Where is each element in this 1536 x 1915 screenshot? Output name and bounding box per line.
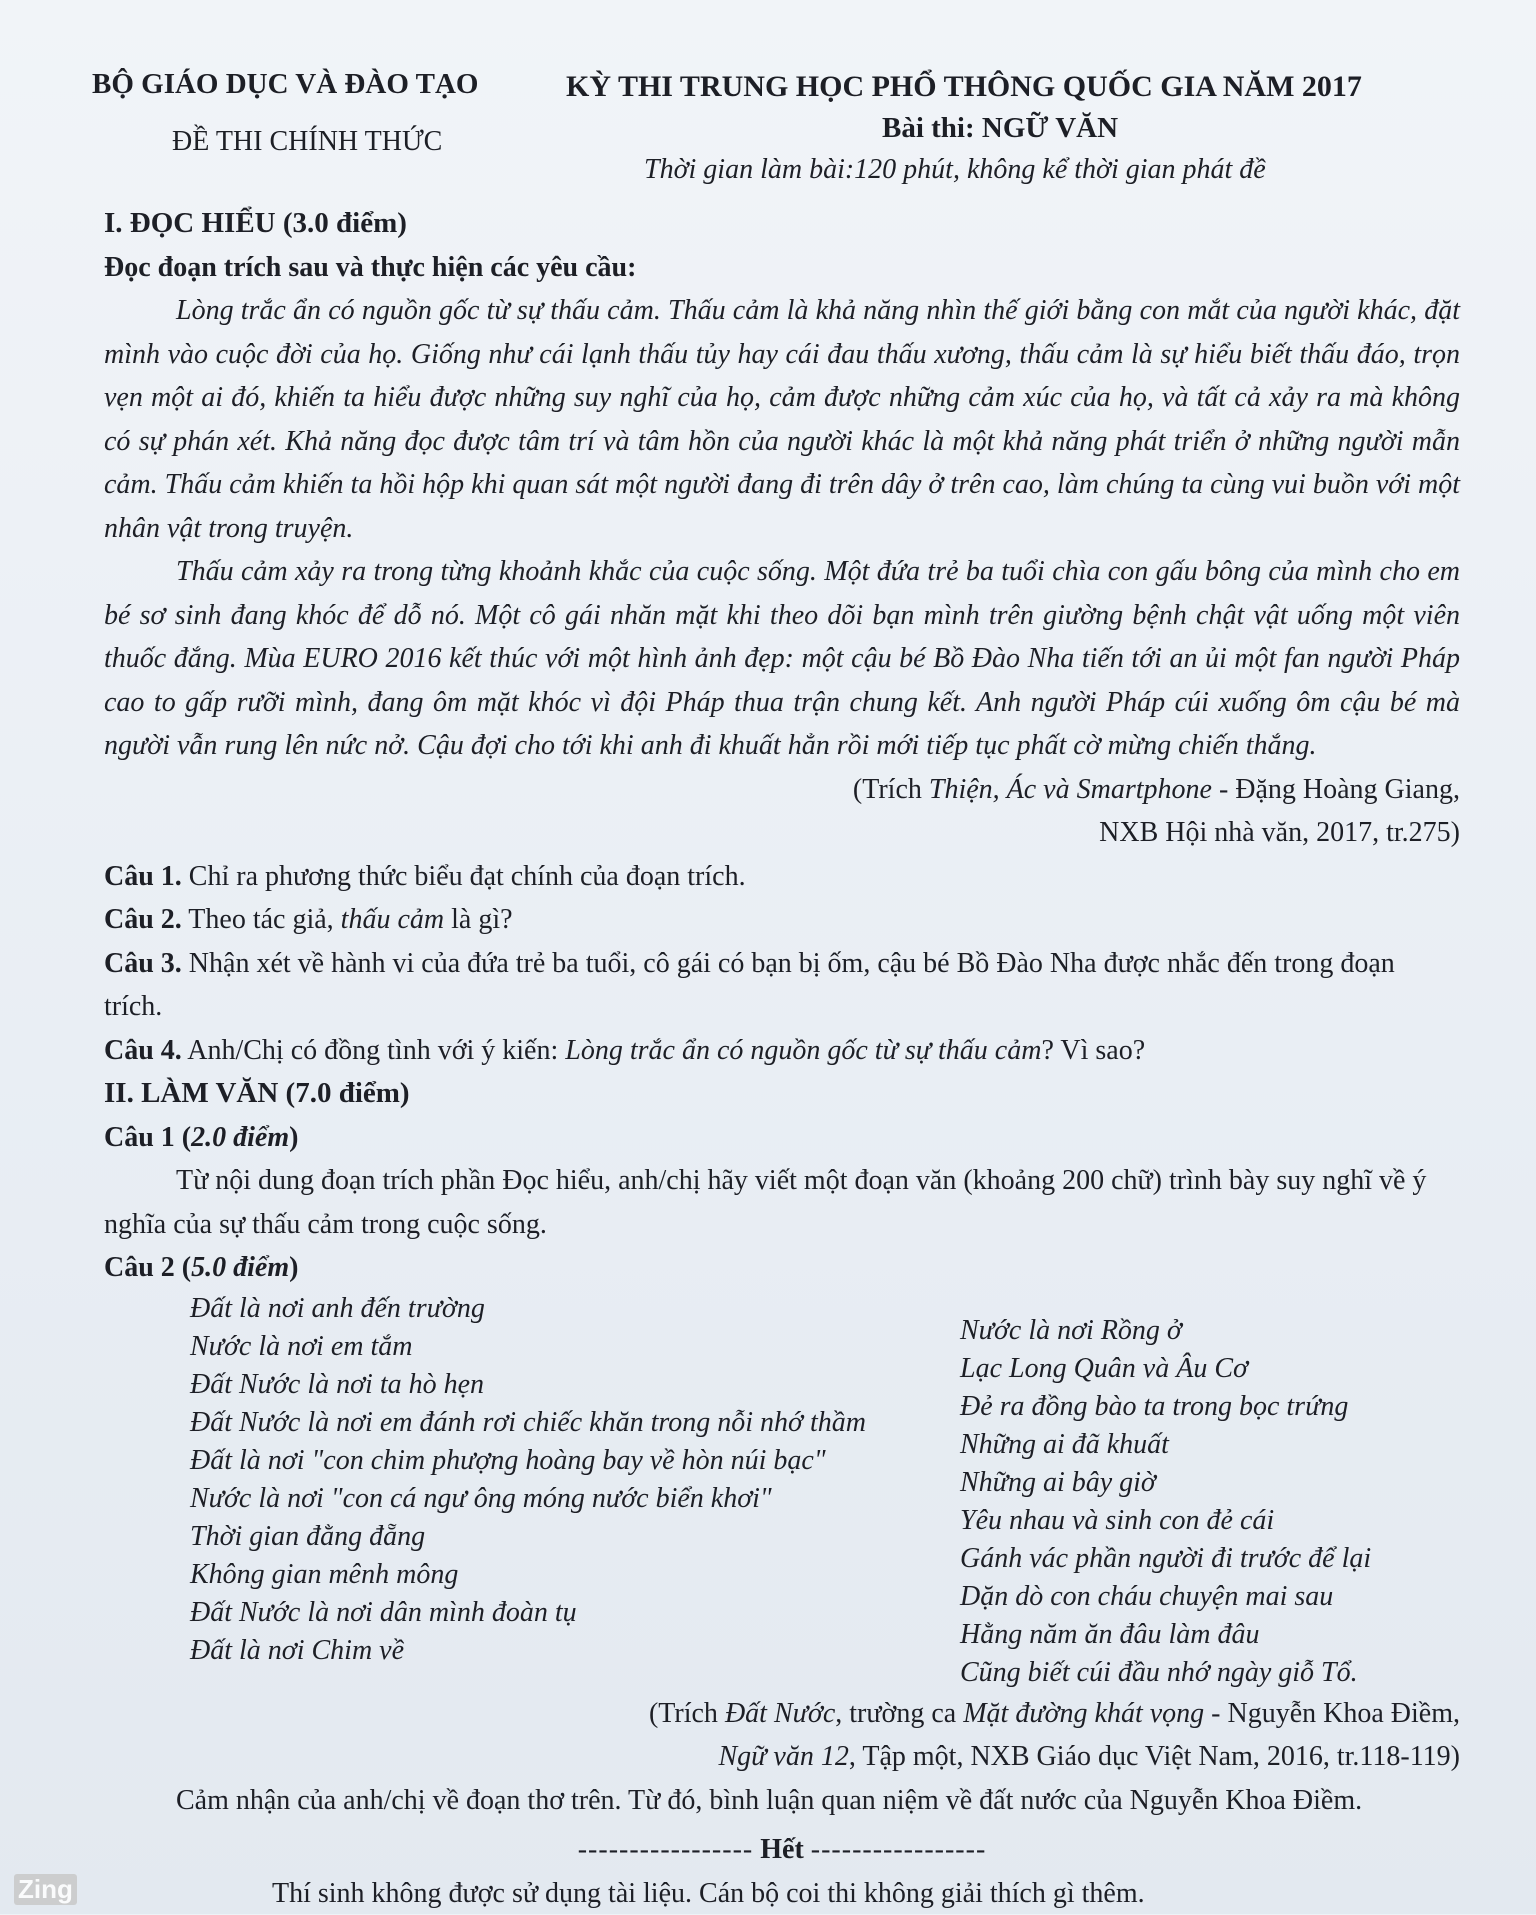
q1-close: ) — [289, 1122, 298, 1153]
poem-source-book: Ngữ văn 12 — [718, 1741, 848, 1772]
poem-line: Không gian mênh mông — [190, 1556, 960, 1594]
poem-line: Gánh vác phần người đi trước để lại — [960, 1540, 1460, 1578]
poem-line: Nước là nơi Rồng ở — [960, 1312, 1460, 1350]
essay-question-2-text: Cảm nhận của anh/chị về đoạn thơ trên. Từ đó, bình luận quan niệm về đất nước của Nguyễn Khoa Điềm. — [104, 1779, 1460, 1823]
poem-line: Đất Nước là nơi em đánh rơi chiếc khăn trong nỗi nhớ thầm — [190, 1404, 960, 1442]
question-text: Anh/Chị có đồng tình với ý kiến: — [182, 1035, 565, 1066]
poem-source-line-2 — [104, 1735, 1460, 1779]
subject-title: Bài thi: NGỮ VĂN — [882, 112, 1118, 145]
poem-line: Đất là nơi Chim về — [190, 1632, 960, 1670]
poem-right-column — [960, 1290, 1460, 1692]
poem-source-prefix: (Trích — [649, 1698, 725, 1729]
exam-content — [104, 202, 1460, 1915]
time-limit: Thời gian làm bài:120 phút, không kể thời gian phát đề — [644, 154, 1266, 186]
section-2-title: II. LÀM VĂN (7.0 điểm) — [104, 1072, 1460, 1116]
q2-label: Câu 2 ( — [104, 1252, 191, 1283]
official-exam-label: ĐỀ THI CHÍNH THỨC — [172, 126, 442, 158]
poem-line: Đất Nước là nơi dân mình đoàn tụ — [190, 1594, 960, 1632]
essay-question-1-heading — [104, 1116, 1460, 1160]
poem-line: Những ai bây giờ — [960, 1464, 1460, 1502]
poem-line: Đất là nơi anh đến trường — [190, 1290, 960, 1328]
section-1-title: I. ĐỌC HIỂU (3.0 điểm) — [104, 202, 1460, 246]
poem-line: Dặn dò con cháu chuyện mai sau — [960, 1578, 1460, 1616]
source-prefix: (Trích — [853, 774, 929, 805]
q1-points: 2.0 điểm — [191, 1122, 289, 1153]
question-2 — [104, 898, 1460, 942]
poem-line: Yêu nhau và sinh con đẻ cái — [960, 1502, 1460, 1540]
source-title: Thiện, Ác và Smartphone — [929, 774, 1212, 805]
poem-source-author: - Nguyễn Khoa Điềm, — [1204, 1698, 1460, 1729]
question-text-after: ? Vì sao? — [1041, 1035, 1145, 1066]
poem-source-publisher: , Tập một, NXB Giáo dục Việt Nam, 2016, tr.118-119) — [849, 1741, 1460, 1772]
end-label: Hết — [760, 1834, 804, 1865]
exam-header — [0, 68, 1536, 198]
question-label: Câu 3. — [104, 948, 182, 979]
passage-source-line-2: NXB Hội nhà văn, 2017, tr.275) — [104, 811, 1460, 855]
question-text: Theo tác giả, — [182, 904, 341, 935]
passage-paragraph-1: Lòng trắc ẩn có nguồn gốc từ sự thấu cảm. Thấu cảm là khả năng nhìn thế giới bằng con mắt của người khác, đặt mình vào cuộc đời của họ. Giống như cái lạnh thấu tủy hay cái đau thấu xương, thấu cảm là sự hiểu biết thấu đáo, trọn vẹn một ai đó, khiến ta hiểu được những suy nghĩ của họ, cảm được những cảm xúc của họ, và tất cả xảy ra mà không có sự phán xét. Khả năng đọc được tâm trí và tâm hồn của người khác là một khả năng phát triển ở những người mẫn cảm. Thấu cảm khiến ta hồi hộp khi quan sát một người đang đi trên dây ở trên cao, làm chúng ta cùng vui buồn với một nhân vật trong truyện. — [104, 289, 1460, 550]
end-dashes-right: ----------------- — [811, 1834, 987, 1865]
essay-question-2-heading — [104, 1246, 1460, 1290]
question-italic: Lòng trắc ẩn có nguồn gốc từ sự thấu cảm — [565, 1035, 1041, 1066]
poem-line: Cũng biết cúi đầu nhớ ngày giỗ Tổ. — [960, 1654, 1460, 1692]
question-label: Câu 2. — [104, 904, 182, 935]
end-marker — [104, 1828, 1460, 1872]
poem-source-title: Đất Nước — [725, 1698, 835, 1729]
passage-source — [104, 768, 1460, 812]
poem-line: Thời gian đằng đẵng — [190, 1518, 960, 1556]
q1-label: Câu 1 ( — [104, 1122, 191, 1153]
poem-left-column — [190, 1290, 960, 1692]
essay-question-1-text: Từ nội dung đoạn trích phần Đọc hiểu, anh/chị hãy viết một đoạn văn (khoảng 200 chữ) trình bày suy nghĩ về ý nghĩa của sự thấu cảm trong cuộc sống. — [104, 1159, 1460, 1246]
candidate-note: Thí sinh không được sử dụng tài liệu. Cán bộ coi thi không giải thích gì thêm. — [272, 1872, 1460, 1915]
exam-title: KỲ THI TRUNG HỌC PHỔ THÔNG QUỐC GIA NĂM 2017 — [566, 70, 1362, 104]
q2-close: ) — [289, 1252, 298, 1283]
question-text: Nhận xét về hành vi của đứa trẻ ba tuổi, cô gái có bạn bị ốm, cậu bé Bồ Đào Nha được nhắc đến trong đoạn trích. — [104, 948, 1395, 1023]
question-1 — [104, 855, 1460, 899]
poem-line: Lạc Long Quân và Âu Cơ — [960, 1350, 1460, 1388]
source-author: - Đặng Hoàng Giang, — [1212, 774, 1460, 805]
poem-source — [104, 1692, 1460, 1736]
poem-excerpt — [190, 1290, 1460, 1692]
poem-line: Những ai đã khuất — [960, 1426, 1460, 1464]
question-label: Câu 4. — [104, 1035, 182, 1066]
question-italic: thấu cảm — [341, 904, 444, 935]
question-text-after: là gì? — [444, 904, 512, 935]
end-dashes-left: ----------------- — [578, 1834, 754, 1865]
poem-source-mid: , trường ca — [835, 1698, 963, 1729]
q2-points: 5.0 điểm — [191, 1252, 289, 1283]
question-3 — [104, 942, 1460, 1029]
question-4 — [104, 1029, 1460, 1073]
passage-paragraph-2: Thấu cảm xảy ra trong từng khoảnh khắc của cuộc sống. Một đứa trẻ ba tuổi chìa con gấu bông của mình cho em bé sơ sinh đang khóc để dỗ nó. Một cô gái nhăn mặt khi theo dõi bạn mình trên giường bệnh chật vật uống một viên thuốc đắng. Mùa EURO 2016 kết thúc với một hình ảnh đẹp: một cậu bé Bồ Đào Nha tiến tới an ủi một fan người Pháp cao to gấp rưỡi mình, đang ôm mặt khóc vì đội Pháp thua trận chung kết. Anh người Pháp cúi xuống ôm cậu bé mà người vẫn rung lên nức nở. Cậu đợi cho tới khi anh đi khuất hẳn rồi mới tiếp tục phất cờ mừng chiến thắng. — [104, 550, 1460, 768]
question-label: Câu 1. — [104, 861, 182, 892]
section-1-instruction: Đọc đoạn trích sau và thực hiện các yêu cầu: — [104, 246, 1460, 290]
poem-line: Nước là nơi "con cá ngư ông móng nước biển khơi" — [190, 1480, 960, 1518]
poem-line: Nước là nơi em tắm — [190, 1328, 960, 1366]
question-text: Chỉ ra phương thức biểu đạt chính của đoạn trích. — [182, 861, 746, 892]
poem-line: Hằng năm ăn đâu làm đâu — [960, 1616, 1460, 1654]
zing-watermark-logo: Zing — [14, 1874, 77, 1905]
poem-line: Đất Nước là nơi ta hò hẹn — [190, 1366, 960, 1404]
ministry-title: BỘ GIÁO DỤC VÀ ĐÀO TẠO — [92, 68, 478, 101]
poem-line: Đất là nơi "con chim phượng hoàng bay về hòn núi bạc" — [190, 1442, 960, 1480]
poem-source-work: Mặt đường khát vọng — [963, 1698, 1204, 1729]
poem-line: Đẻ ra đồng bào ta trong bọc trứng — [960, 1388, 1460, 1426]
